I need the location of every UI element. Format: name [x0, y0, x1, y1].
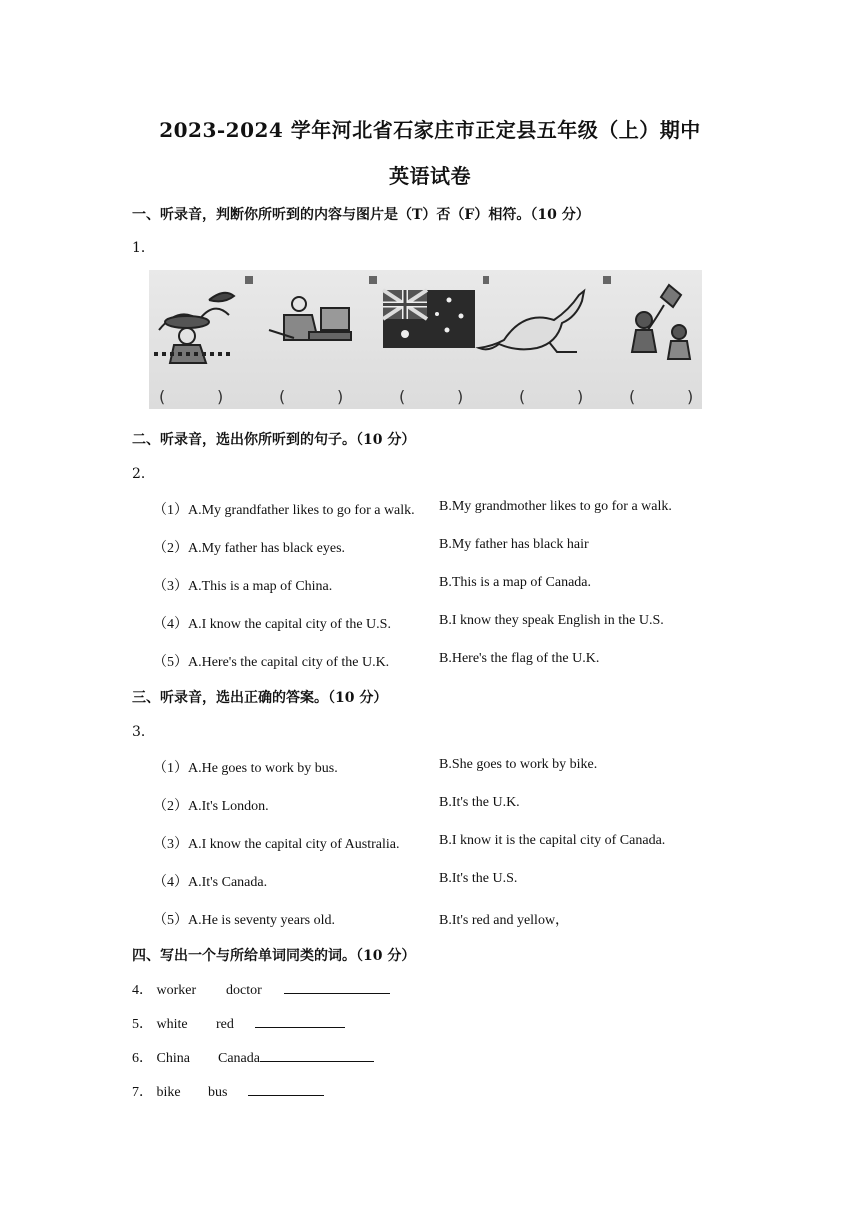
q2-option-3a: （3）A.This is a map of China.: [153, 579, 333, 594]
q7-number: 7．: [132, 1085, 153, 1100]
answer-bracket-4: (: [519, 387, 526, 406]
q3-option-4b: B.It's the U.S.: [439, 871, 518, 886]
part3-heading: 三、听录音，选出正确的答案。（10 分）: [132, 690, 388, 706]
answer-bracket-5: (: [629, 387, 636, 406]
q7-answer-blank[interactable]: [248, 1081, 324, 1096]
q3-option-2a: （2）A.It's London.: [153, 799, 269, 814]
exam-title-line1: 2023-2024 学年河北省石家庄市正定县五年级（上）期中: [159, 118, 701, 142]
q4-word-1: worker: [156, 983, 197, 998]
q5-number: 5．: [132, 1017, 153, 1032]
q4-fill-row: [132, 979, 390, 999]
q6-fill-row: [132, 1047, 374, 1067]
q2-option-1b: B.My grandmother likes to go for a walk.: [439, 499, 672, 514]
picture-markers: [245, 276, 611, 284]
cowboy-picture: [154, 293, 234, 363]
part2-heading: 二、听录音，选出你所听到的句子。（10 分）: [132, 432, 416, 448]
q6-word-1: China: [156, 1051, 190, 1066]
q3-option-1a: （1）A.He goes to work by bus.: [153, 761, 338, 776]
q5-word-1: white: [156, 1017, 188, 1032]
part4-heading: 四、写出一个与所给单词同类的词。（10 分）: [132, 948, 416, 964]
q3-option-5b: B.It's red and yellow，: [439, 913, 570, 928]
answer-bracket-1: (: [159, 387, 166, 406]
svg-text:): ): [457, 387, 464, 406]
svg-text:): ): [217, 387, 224, 406]
q3-option-3b: B.I know it is the capital city of Canada.: [439, 833, 666, 848]
svg-text:): ): [687, 387, 694, 406]
q2-option-2b: B.My father has black hair: [439, 537, 589, 552]
q2-option-1a: （1）A.My grandfather likes to go for a walk.: [153, 503, 415, 518]
q4-answer-blank[interactable]: [284, 979, 390, 994]
q5-fill-row: [132, 1013, 345, 1033]
q6-word-2: Canada: [218, 1051, 260, 1066]
q7-word-2: bus: [208, 1085, 228, 1100]
q2-option-4a: （4）A.I know the capital city of the U.S.: [153, 617, 391, 632]
answer-bracket-3: (: [399, 387, 406, 406]
q2-option-3b: B.This is a map of Canada.: [439, 575, 592, 590]
q3-option-4a: （4）A.It's Canada.: [153, 875, 268, 890]
q3-option-1b: B.She goes to work by bike.: [439, 757, 598, 772]
q2-option-5b: B.Here's the flag of the U.K.: [439, 651, 600, 666]
q7-fill-row: [132, 1081, 324, 1101]
computer-picture: [269, 297, 351, 340]
q4-number: 4．: [132, 983, 153, 998]
q4-word-2: doctor: [226, 983, 262, 998]
question-2-number: 2．: [132, 466, 155, 482]
q2-option-5a: （5）A.Here's the capital city of the U.K.: [153, 655, 390, 670]
q7-word-1: bike: [156, 1085, 181, 1100]
answer-bracket-2: (: [279, 387, 286, 406]
q3-option-3a: （3）A.I know the capital city of Australia.: [153, 837, 400, 852]
australia-flag-picture: [383, 290, 475, 348]
kangaroo-picture: [479, 291, 584, 352]
q3-option-2b: B.It's the U.K.: [439, 795, 520, 810]
svg-text:): ): [337, 387, 344, 406]
q6-answer-blank[interactable]: [260, 1047, 374, 1062]
listening-picture-strip: [149, 270, 702, 409]
q3-option-5a: （5）A.He is seventy years old.: [153, 913, 335, 928]
children-kite-picture: [632, 285, 690, 359]
q5-answer-blank[interactable]: [255, 1013, 345, 1028]
part1-heading: 一、听录音，判断你所听到的内容与图片是（T）否（F）相符。（10 分）: [132, 207, 590, 223]
question-1-number: 1．: [132, 240, 155, 256]
svg-text:): ): [577, 387, 584, 406]
q2-option-2a: （2）A.My father has black eyes.: [153, 541, 346, 556]
q2-option-4b: B.I know they speak English in the U.S.: [439, 613, 664, 628]
question-3-number: 3．: [132, 724, 155, 740]
q5-word-2: red: [216, 1017, 234, 1032]
q6-number: 6．: [132, 1051, 153, 1066]
exam-title-line2: 英语试卷: [389, 164, 471, 188]
